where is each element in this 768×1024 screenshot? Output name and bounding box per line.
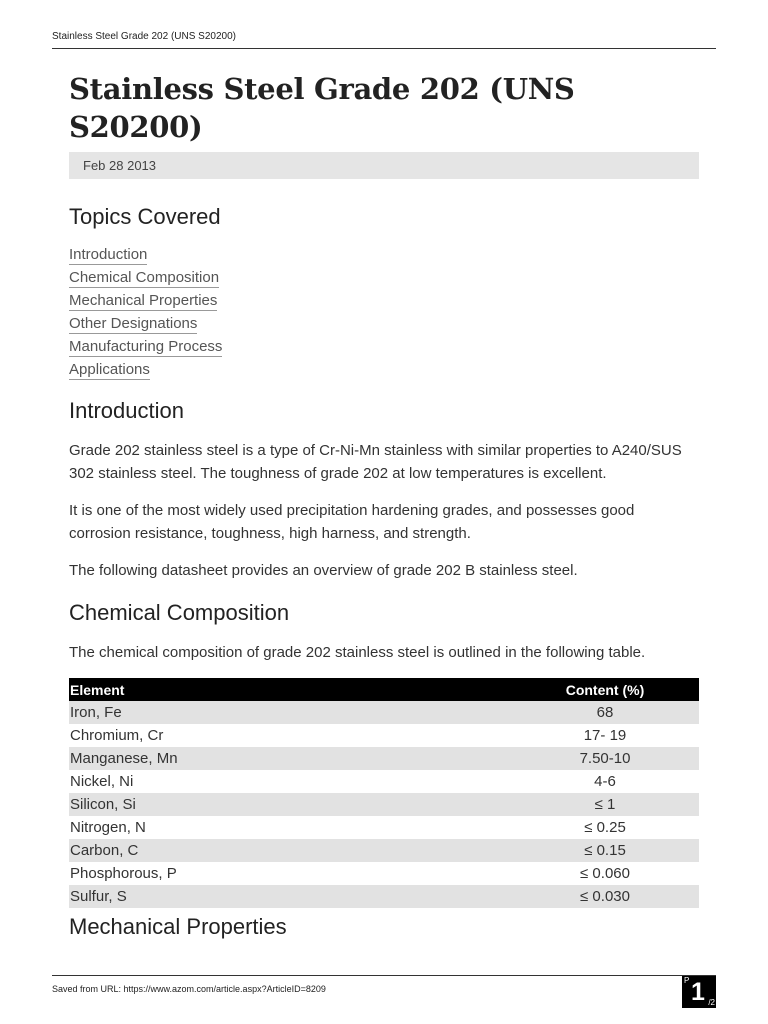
content-cell: ≤ 0.060: [580, 865, 630, 882]
chemical-intro-paragraph: The chemical composition of grade 202 stainless steel is outlined in the following table.: [69, 644, 646, 661]
topic-link-mechanical-properties[interactable]: Mechanical Properties: [69, 292, 218, 309]
element-cell: Iron, Fe: [69, 701, 510, 724]
intro-paragraph: The following datasheet provides an overview of grade 202 B stainless steel.: [69, 562, 578, 579]
intro-paragraph: Grade 202 stainless steel is a type of Cr-Ni-Mn stainless with similar properties to A240/SUS 302 stainless steel. The toughness of grade 202 at low temperatures is excellent.: [69, 442, 682, 482]
topic-link-applications[interactable]: Applications: [69, 361, 150, 378]
running-header-title: Stainless Steel Grade 202 (UNS S20200): [52, 31, 236, 42]
table-row: [69, 862, 699, 885]
table-row: [69, 839, 699, 862]
topics-list: [69, 244, 699, 382]
page-prefix: P: [684, 976, 690, 985]
page-total: /2: [708, 998, 715, 1007]
table-row: [69, 724, 699, 747]
page-title: Stainless Steel Grade 202 (UNS S20200): [69, 72, 575, 144]
element-cell: Silicon, Si: [69, 793, 510, 816]
footer-divider: [52, 975, 716, 976]
table-header-row: [69, 678, 699, 701]
content-cell: ≤ 1: [510, 793, 699, 816]
content-cell: 7.50-10: [510, 747, 699, 770]
saved-from-url: Saved from URL: https://www.azom.com/article.aspx?ArticleID=8209: [52, 984, 326, 994]
column-header-element: Element: [69, 678, 510, 701]
topic-link-manufacturing-process[interactable]: Manufacturing Process: [69, 338, 223, 355]
topic-item: [69, 267, 699, 290]
topic-link-introduction[interactable]: Introduction: [69, 246, 148, 263]
topic-link-chemical-composition[interactable]: Chemical Composition: [69, 269, 220, 286]
content-cell: ≤ 0.030: [510, 885, 699, 908]
chemical-composition-table: [69, 678, 699, 908]
mechanical-properties-heading: Mechanical Properties: [69, 914, 287, 939]
column-header-content: Content (%): [510, 678, 699, 701]
element-cell: Phosphorous, P: [70, 865, 177, 882]
content-cell: ≤ 0.15: [510, 839, 699, 862]
topic-item: [69, 336, 699, 359]
element-cell: Chromium, Cr: [70, 727, 164, 744]
topic-item: [69, 359, 699, 382]
content-cell: 17- 19: [583, 727, 627, 744]
table-row: [69, 701, 699, 724]
article-content: [69, 70, 699, 940]
element-cell: Nickel, Ni: [70, 773, 134, 790]
topic-item: [69, 244, 699, 267]
table-row: [69, 770, 699, 793]
publish-date: Feb 28 2013: [69, 152, 699, 179]
introduction-heading: Introduction: [69, 398, 184, 423]
table-row: [69, 816, 699, 839]
page-number: 1: [691, 978, 705, 1006]
content-cell: 4-6: [594, 773, 616, 790]
chemical-composition-heading: Chemical Composition: [69, 600, 290, 625]
element-cell: Sulfur, S: [69, 885, 510, 908]
header-divider: [52, 48, 716, 49]
element-cell: Manganese, Mn: [69, 747, 510, 770]
page-number-badge: [682, 976, 716, 1008]
element-cell: Nitrogen, N: [70, 819, 146, 836]
topic-item: [69, 313, 699, 336]
element-cell: Carbon, C: [69, 839, 510, 862]
table-row: [69, 885, 699, 908]
content-cell: 68: [510, 701, 699, 724]
topics-heading: Topics Covered: [69, 204, 221, 229]
topic-item: [69, 290, 699, 313]
content-cell: ≤ 0.25: [584, 819, 626, 836]
intro-paragraph: It is one of the most widely used precipitation hardening grades, and possesses good corrosion resistance, toughness, high harness, and strength.: [69, 502, 635, 542]
table-row: [69, 793, 699, 816]
topic-link-other-designations[interactable]: Other Designations: [69, 315, 198, 332]
table-row: [69, 747, 699, 770]
